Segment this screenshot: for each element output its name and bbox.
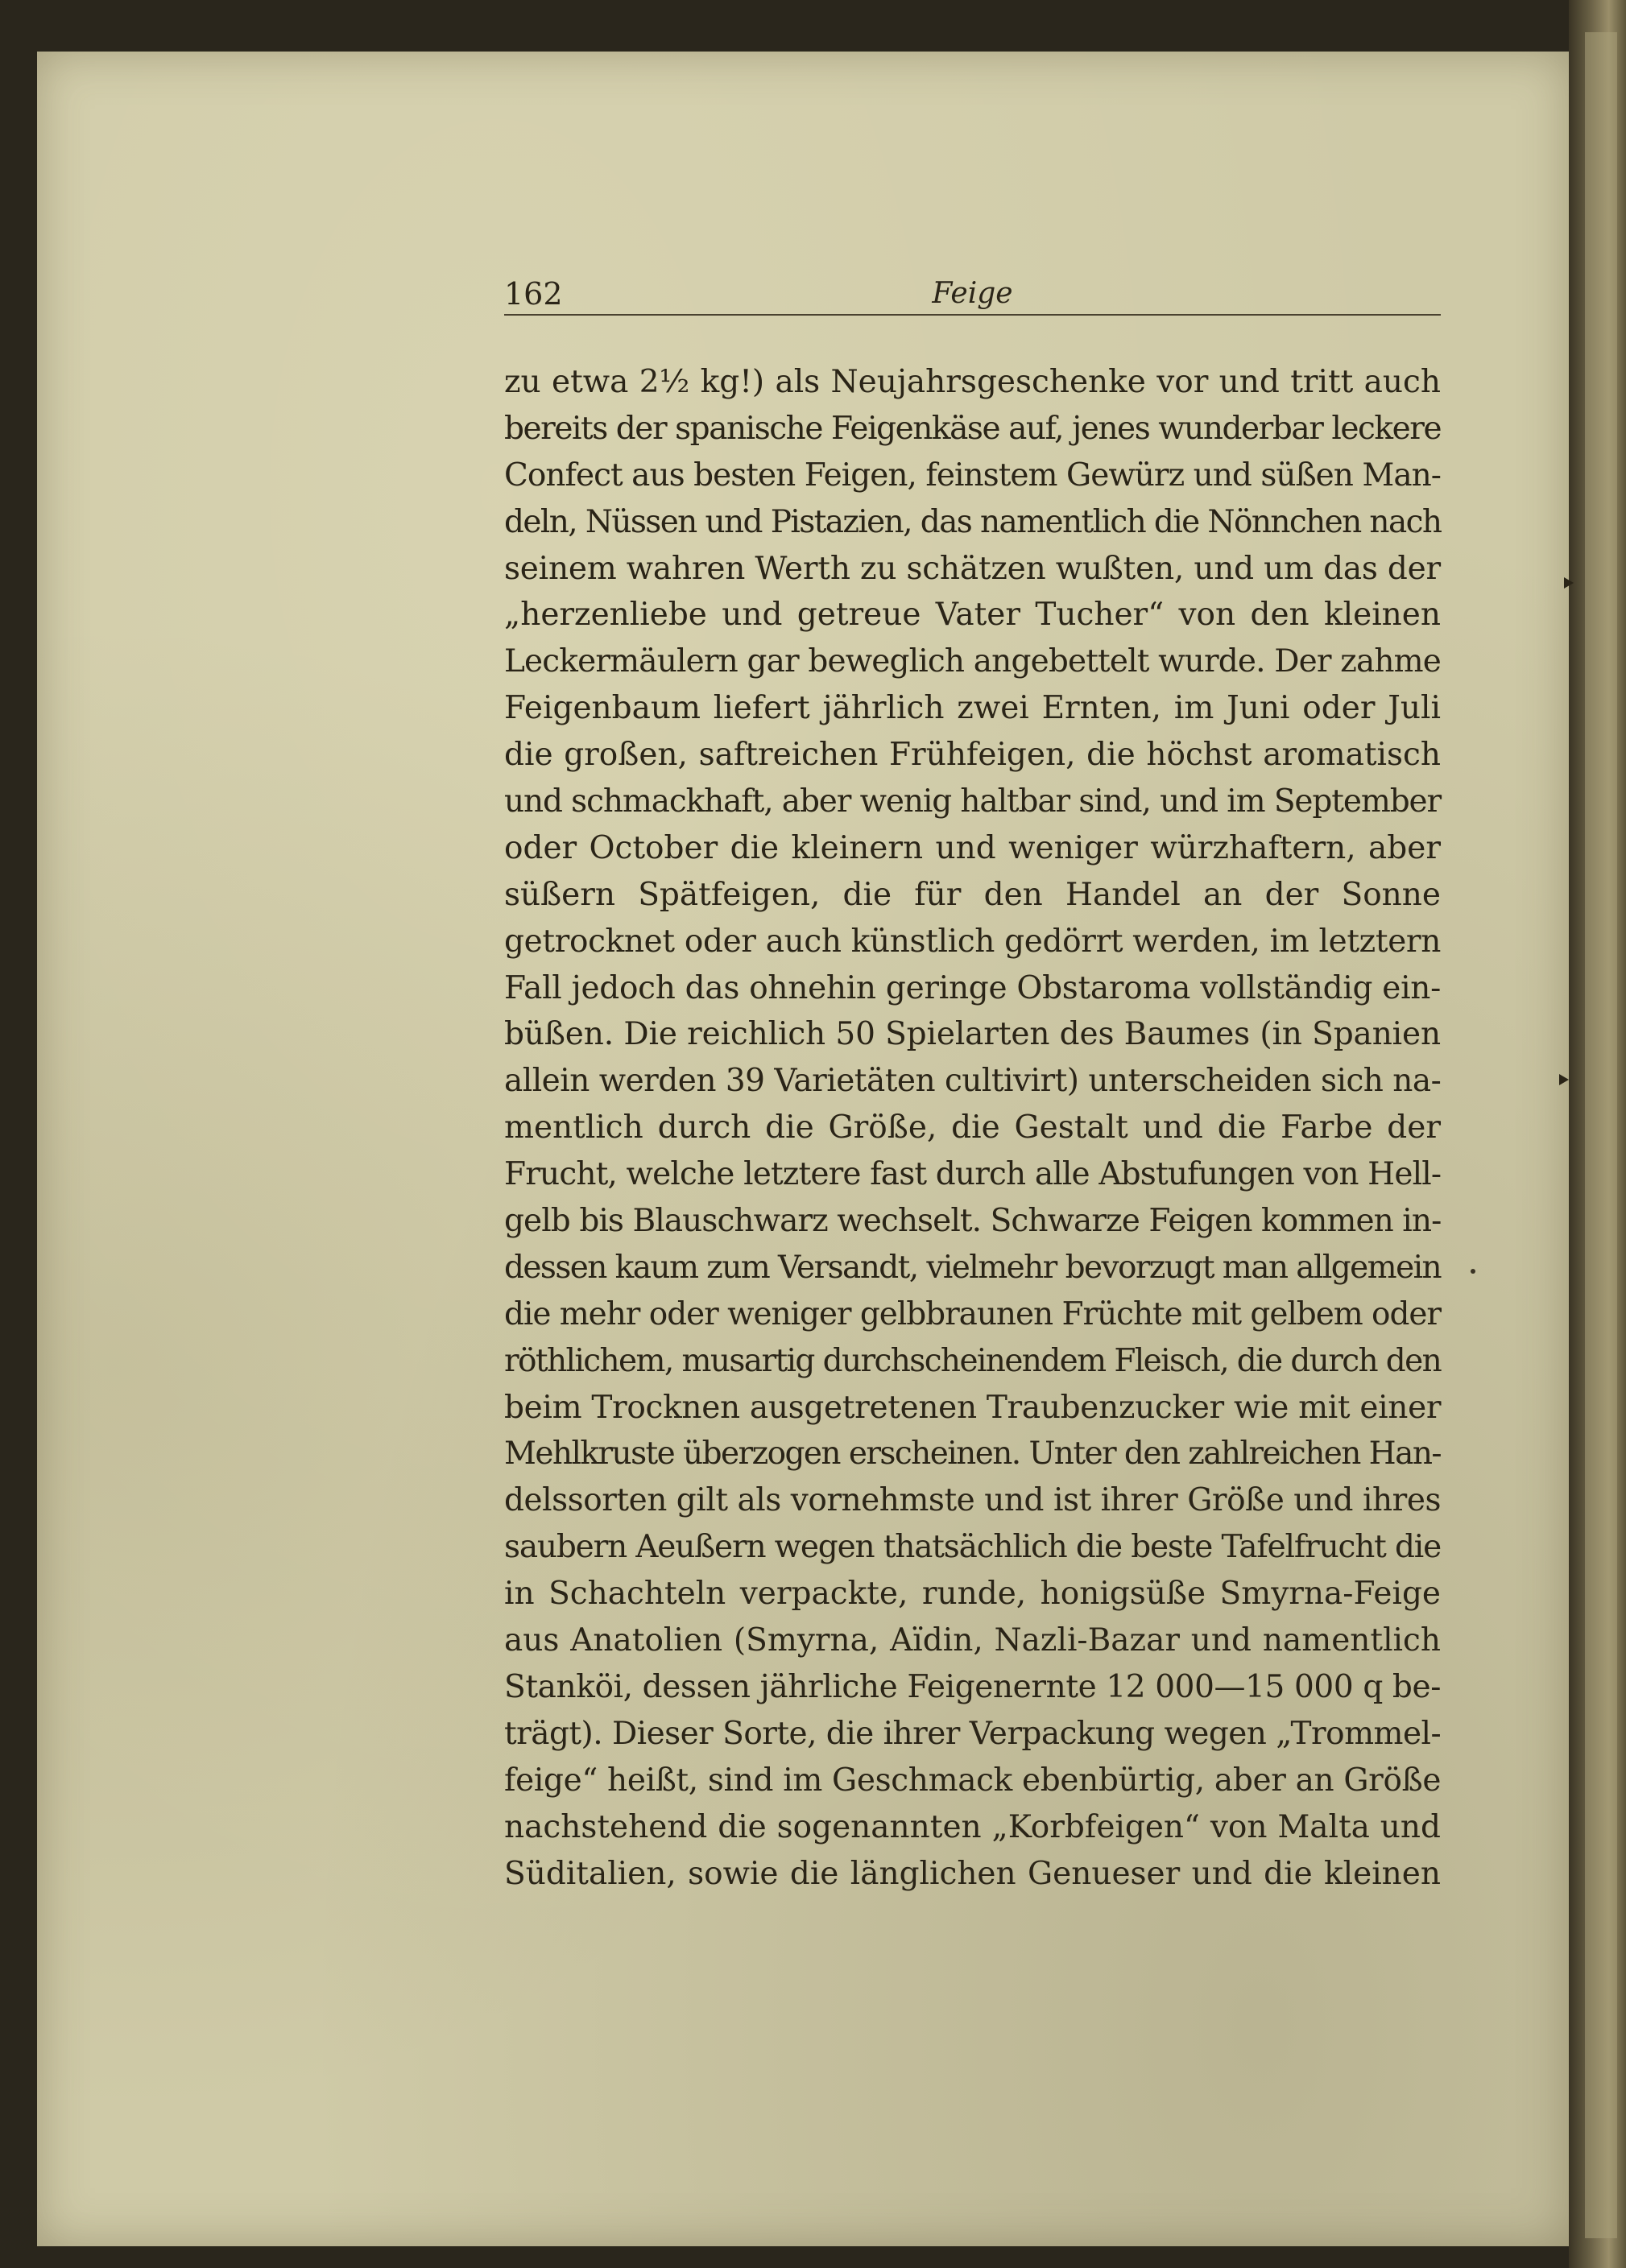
- text-line: Leckermäulern gar beweglich angebettelt wurde. Der zahme: [504, 643, 1442, 680]
- header-rule: [504, 314, 1441, 316]
- text-line: bereits der spanische Feigenkäse auf, jenes wunderbar leckere: [504, 410, 1442, 447]
- adjacent-page-strip: [1585, 32, 1617, 2238]
- text-line: delssorten gilt als vornehmste und ist ihrer Größe und ihres: [504, 1482, 1441, 1519]
- text-line: Fall jedoch das ohnehin geringe Obstaroma vollständig ein-: [504, 969, 1442, 1006]
- body-text: [504, 359, 1441, 1897]
- text-line: Feigenbaum liefert jährlich zwei Ernten, im Juni oder Juli: [504, 690, 1441, 727]
- text-line: trägt). Dieser Sorte, die ihrer Verpackung wegen „Trommel-: [504, 1715, 1442, 1752]
- margin-mark: [1564, 577, 1574, 589]
- text-line: getrocknet oder auch künstlich gedörrt werden, im letztern: [504, 923, 1441, 960]
- text-line: gelb bis Blauschwarz wechselt. Schwarze Feigen kommen in-: [504, 1203, 1442, 1240]
- text-line: seinem wahren Werth zu schätzen wußten, und um das der: [504, 550, 1441, 587]
- text-line: allein werden 39 Varietäten cultivirt) unterscheiden sich na-: [504, 1063, 1442, 1100]
- text-line: Stanköi, dessen jährliche Feigenernte 12 000—15 000 q be-: [504, 1668, 1441, 1705]
- text-line: feige“ heißt, sind im Geschmack ebenbürtig, aber an Größe: [504, 1762, 1442, 1799]
- text-line: büßen. Die reichlich 50 Spielarten des Baumes (in Spanien: [504, 1016, 1441, 1053]
- text-line: aus Anatolien (Smyrna, Aïdin, Nazli-Bazar und namentlich: [504, 1622, 1441, 1659]
- running-head: Feige: [932, 277, 1013, 310]
- text-line: deln, Nüssen und Pistazien, das namentlich die Nönnchen nach: [504, 503, 1442, 540]
- text-line: mentlich durch die Größe, die Gestalt und die Farbe der: [504, 1109, 1441, 1146]
- text-line: Mehlkruste überzogen erscheinen. Unter den zahlreichen Han-: [504, 1436, 1441, 1473]
- paper-speck: [1471, 1269, 1475, 1274]
- text-line: die mehr oder weniger gelbbraunen Früchte mit gelbem oder: [504, 1295, 1441, 1332]
- text-line: beim Trocknen ausgetretenen Traubenzucker wie mit einer: [504, 1389, 1442, 1426]
- page-header: [504, 273, 1441, 315]
- text-line: nachstehend die sogenannten „Korbfeigen“ von Malta und: [504, 1808, 1441, 1845]
- text-line: oder October die kleinern und weniger würzhaftern, aber: [504, 829, 1441, 866]
- text-line: röthlichem, musartig durchscheinendem Fleisch, die durch den: [504, 1342, 1442, 1379]
- text-line: Confect aus besten Feigen, feinstem Gewürz und süßen Man-: [504, 456, 1441, 494]
- text-line: und schmackhaft, aber wenig haltbar sind, und im September: [504, 783, 1442, 820]
- text-line: Süditalien, sowie die länglichen Genueser und die kleinen: [504, 1855, 1441, 1892]
- text-line: süßern Spätfeigen, die für den Handel an der Sonne: [504, 876, 1441, 913]
- text-line: Frucht, welche letztere fast durch alle Abstufungen von Hell-: [504, 1156, 1442, 1193]
- text-line: dessen kaum zum Versandt, vielmehr bevorzugt man allgemein: [504, 1249, 1442, 1286]
- text-line: die großen, saftreichen Frühfeigen, die höchst aromatisch: [504, 737, 1441, 774]
- page-number: 162: [504, 276, 563, 312]
- text-line: zu etwa 2½ kg!) als Neujahrsgeschenke vor und tritt auch: [504, 364, 1441, 400]
- text-line: „herzenliebe und getreue Vater Tucher“ von den kleinen: [504, 597, 1441, 634]
- text-line: saubern Aeußern wegen thatsächlich die beste Tafelfrucht die: [504, 1529, 1441, 1566]
- margin-mark: [1559, 1074, 1569, 1085]
- text-line: in Schachteln verpackte, runde, honigsüße Smyrna-Feige: [504, 1576, 1441, 1613]
